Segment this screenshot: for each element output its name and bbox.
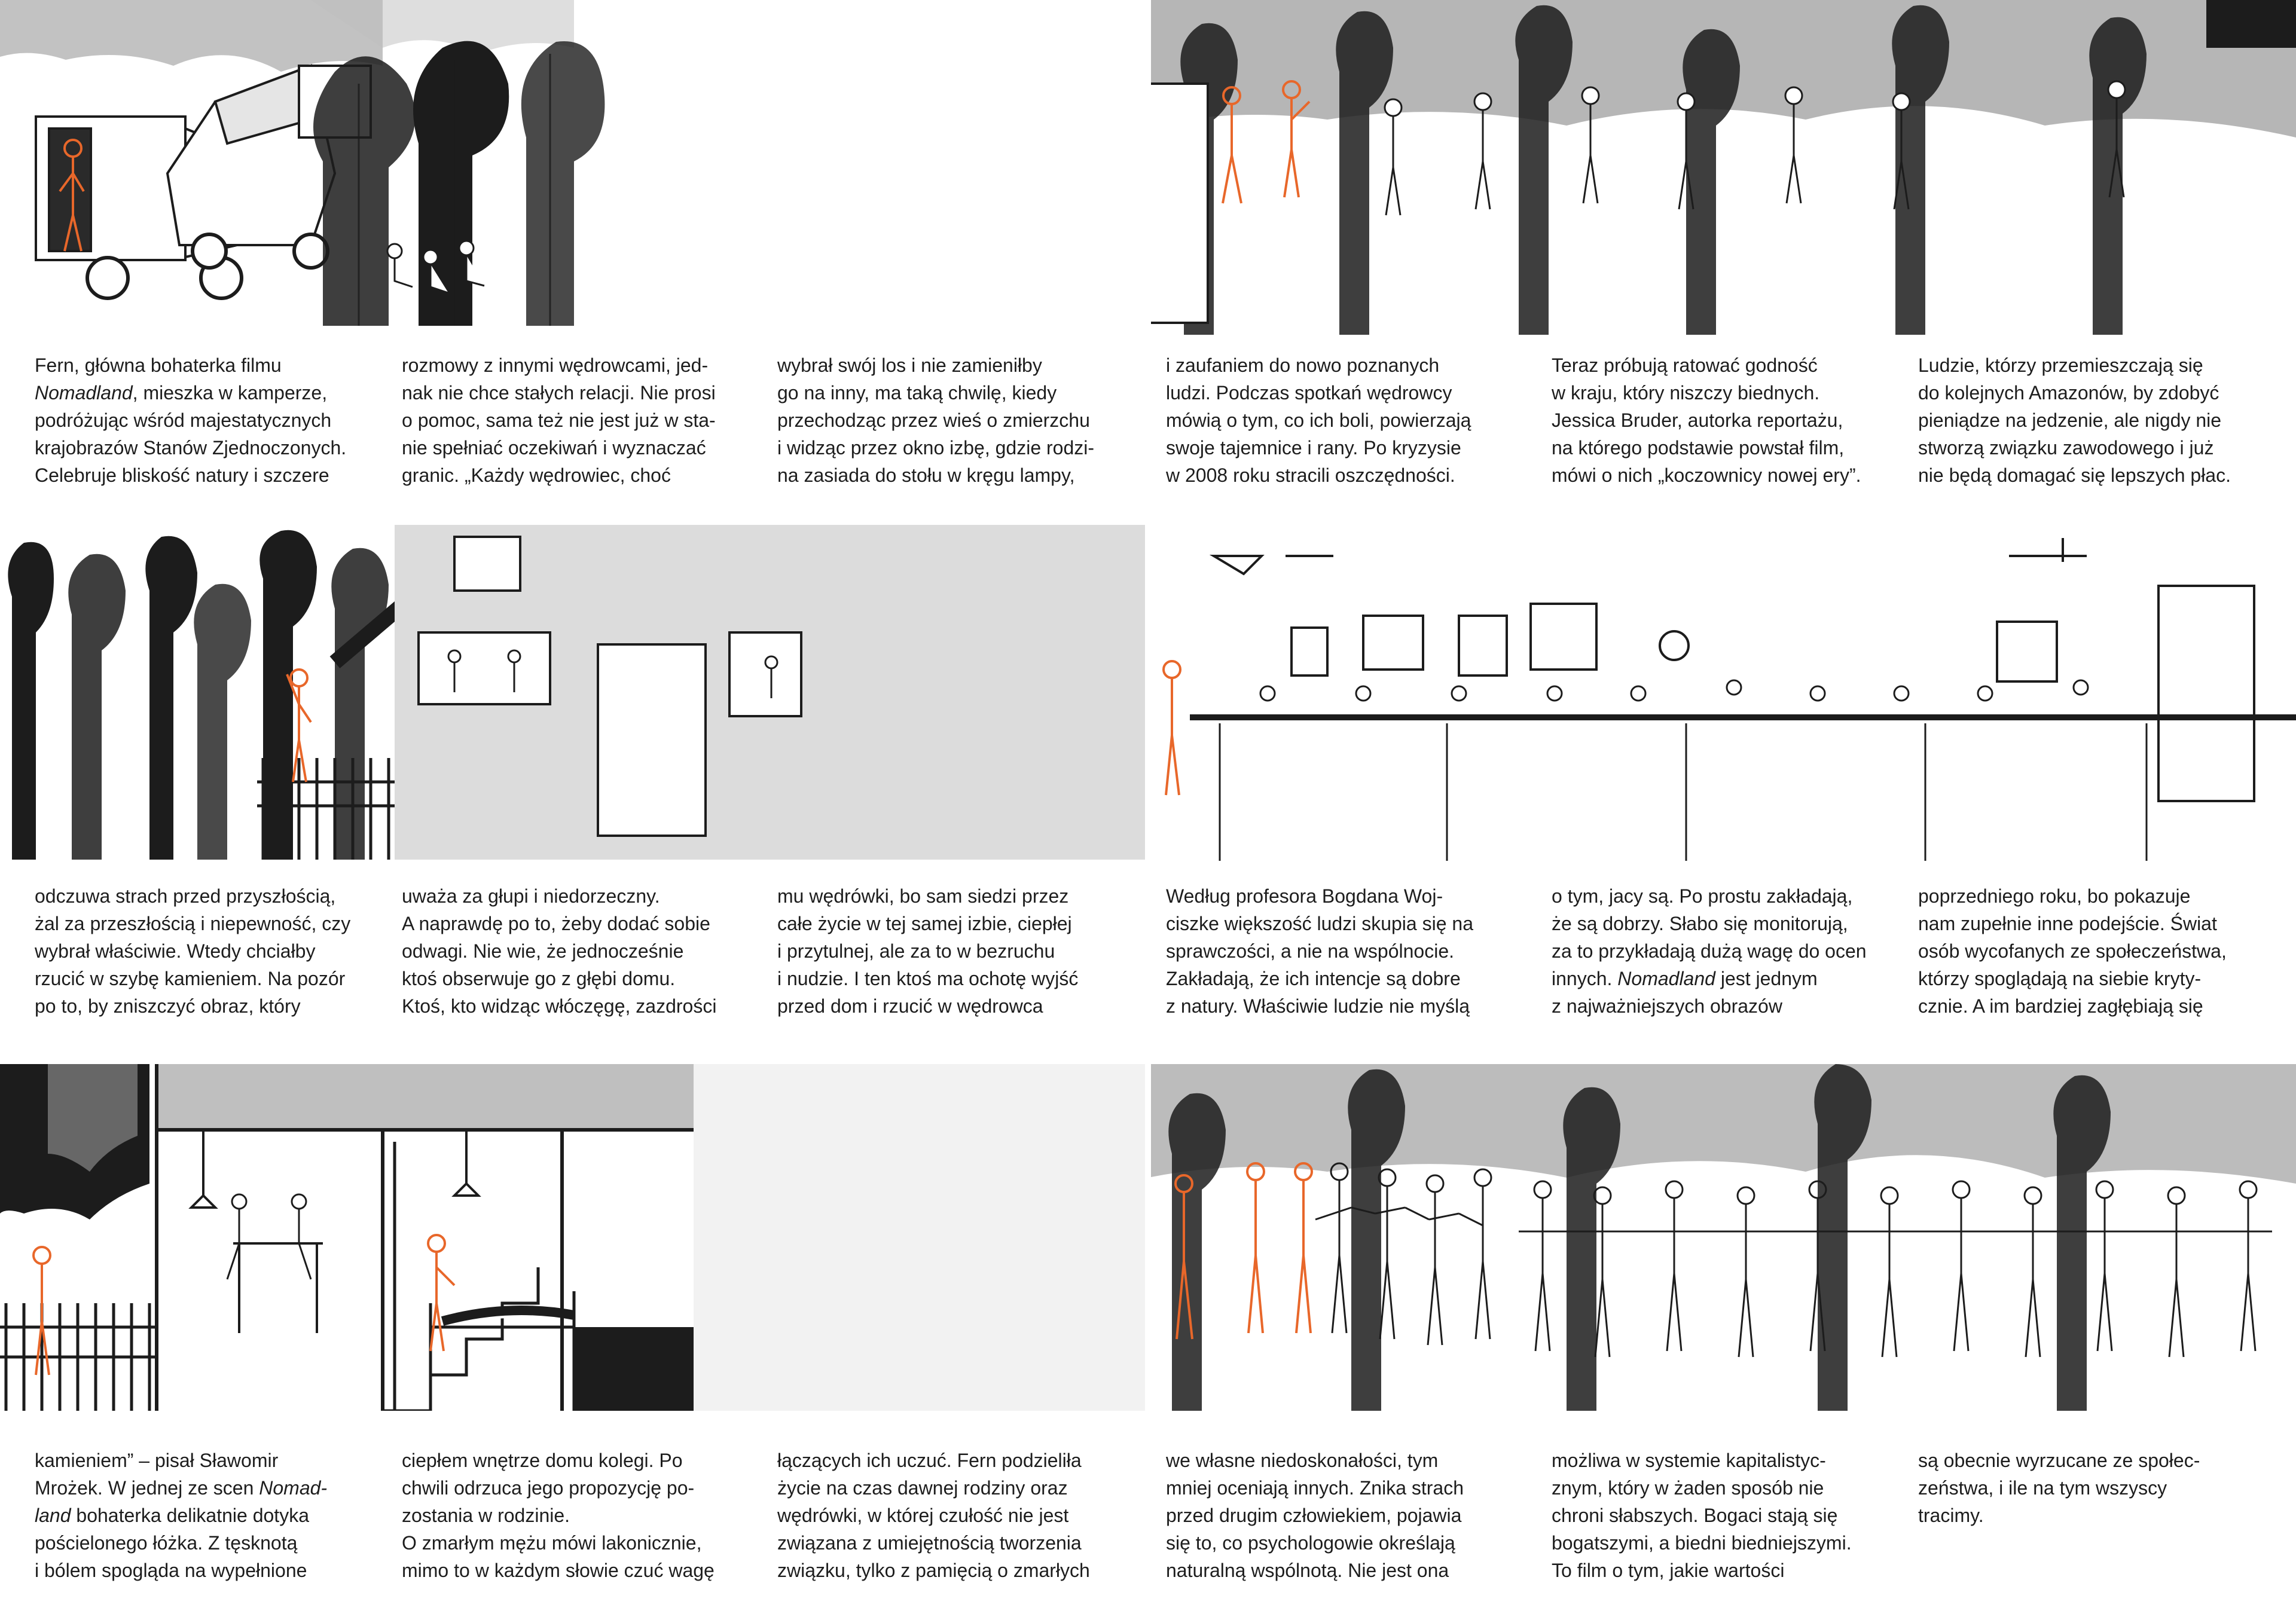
illustration-forest-house <box>0 525 1148 860</box>
text-column: Fern, główna bohaterka filmu Nomadland, mieszka w kamperze, podróżując wśród majestatycznych krajobrazów Stanów Zjednoczonych. Celebruje bliskość natury i szczere <box>35 354 347 486</box>
text-column: o tym, jacy są. Po prostu zakładają, że są dobrzy. Słabo się monitorują, za to przykładają dużą wagę do ocen innych. Nomadland jest jednym z najważniejszych obrazów <box>1552 885 1867 1017</box>
illustration-kitchen-bed <box>0 1064 1148 1411</box>
text-column: rozmowy z innymi wędrowcami, jed- nak nie chce stałych relacji. Nie prosi o pomoc, sama też nie jest już w sta- nie spełniać oczekiwań i wyznaczać granic. „Każdy wędrowiec, choć <box>402 354 716 486</box>
text-column: możliwa w systemie kapitalistyc- znym, który w żaden sposób nie chroni słabszych. Bogaci stają się bogatszymi, a biedni biedniejszymi. To film o tym, jakie wartości <box>1552 1450 1852 1581</box>
page-gutter <box>1145 0 1151 1623</box>
illustration-warehouse-workers <box>1148 538 2296 861</box>
text-column: we własne niedoskonałości, tym mniej oceniają innych. Znika strach przed drugim człowiekiem, pojawia się to, co psychologowie określają naturalną wspólnotą. Nie jest ona <box>1166 1450 1464 1581</box>
text-column: Teraz próbują ratować godność w kraju, który niszczy biednych. Jessica Bruder, autorka reportażu, na którego podstawie powstał film, mówi o nich „koczownicy nowej ery”. <box>1552 354 1861 486</box>
text-column: wybrał swój los i nie zamieniłby go na inny, ma taką chwilę, kiedy przechodząc przez wieś o zmierzchu i widząc przez okno izbę, gdzie rodzi- na zasiada do stołu w kręgu lampy, <box>777 354 1095 486</box>
right-page <box>1148 0 2296 1623</box>
text-column: i zaufaniem do nowo poznanych ludzi. Podczas spotkań wędrowcy mówią o tym, co ich boli, powierzają swoje tajemnice i rany. Po kryzysie w 2008 roku stracili oszczędności. <box>1166 354 1471 486</box>
illustration-fern-camper-van <box>0 0 1148 326</box>
text-column: ciepłem wnętrze domu kolegi. Po chwili odrzuca jego propozycję po- zostania w rodzinie. O zmarłym mężu mówi lakonicznie, mimo to w każdym słowie czuć wagę <box>402 1450 715 1581</box>
illustration-holding-hands <box>1148 1064 2296 1411</box>
text-column: są obecnie wyrzucane ze społec- zeństwa, i ile na tym wszyscy tracimy. <box>1918 1450 2200 1526</box>
text-column: mu wędrówki, bo sam siedzi przez całe życie w tej samej izbie, ciepłej i przytulnej, ale za to w bezruchu i nudzie. I ten ktoś ma ochotę wyjść przed dom i rzucić w wędrowca <box>777 885 1079 1017</box>
illustration-nomads-gathering <box>1148 0 2296 335</box>
text-column: Według profesora Bogdana Woj- ciszke większość ludzi skupia się na sprawczości, a nie na wspólnocie. Zakładają, że ich intencje są dobre z natury. Właściwie ludzie nie myślą <box>1166 885 1473 1017</box>
text-column: odczuwa strach przed przyszłością, żal za przeszłością i niepewność, czy wybrał właściwie. Wtedy chciałby rzucić w szybę kamieniem. Na pozór po to, by zniszczyć obraz, który <box>35 885 351 1017</box>
text-column: kamieniem” – pisał Sławomir Mrożek. W jednej ze scen Nomad- land bohaterka delikatnie dotyka pościelonego łóżka. Z tęsknotą i bólem spogląda na wypełnione <box>35 1450 328 1581</box>
text-column: Ludzie, którzy przemieszczają się do kolejnych Amazonów, by zdobyć pieniądze na jedzenie, ale nigdy nie stworzą związku zawodowego i już nie będą domagać się lepszych płac. <box>1918 354 2231 486</box>
text-column: poprzedniego roku, bo pokazuje nam zupełnie inne podejście. Świat osób wycofanych ze społeczeństwa, którzy spoglądają na siebie kryty- cznie. A im bardziej zagłębiają się <box>1918 885 2227 1017</box>
text-column: łączących ich uczuć. Fern podzieliła życie na czas dawnej rodziny oraz wędrówki, w której czułość nie jest związana z umiejętnością tworzenia związku, tylko z pamięcią o zmarłych <box>777 1450 1090 1581</box>
text-column: uważa za głupi i niedorzeczny. A naprawdę po to, żeby dodać sobie odwagi. Nie wie, że jednocześnie ktoś obserwuje go z głębi domu. Ktoś, kto widząc włóczęgę, zazdrości <box>402 885 717 1017</box>
